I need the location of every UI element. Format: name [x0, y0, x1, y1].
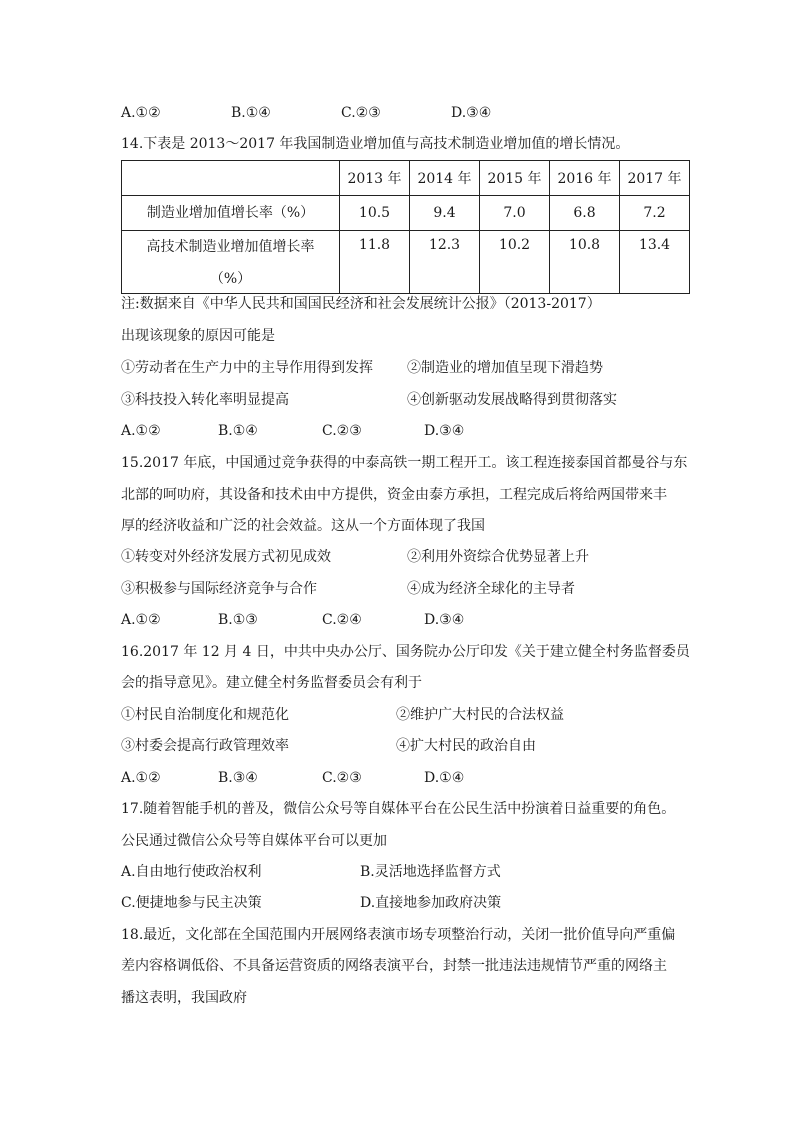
- table-cell: 13.4: [620, 231, 690, 294]
- q18-stem-line: 播这表明，我国政府: [121, 990, 247, 1006]
- statement: ③村委会提高行政管理效率: [121, 738, 289, 754]
- statement: ①村民自治制度化和规范化: [121, 707, 289, 723]
- year-header: 2013 年: [340, 161, 410, 196]
- option-b: B.①④: [231, 105, 271, 121]
- q16-stem-line: 会的指导意见》。建立健全村务监督委员会有利于: [121, 675, 422, 691]
- q18-stem-line: 18.最近，文化部在全国范围内开展网络表演市场专项整治行动，关闭一批价值导向严重偏: [121, 927, 676, 943]
- table-cell: 11.8: [340, 231, 410, 294]
- option-d: D.③④: [424, 612, 465, 628]
- q16-stem-line: 16.2017 年 12 月 4 日，中共中央办公厅、国务院办公厅印发《关于建立健全村务监督委员: [121, 644, 690, 660]
- row-label: 制造业增加值增长率（%）: [122, 196, 340, 231]
- q14-note: 注:数据来自《中华人民共和国国民经济和社会发展统计公报》（2013-2017）: [121, 296, 601, 312]
- option-a: A.①②: [121, 423, 161, 439]
- q15-stem-line: 15.2017 年底，中国通过竞争获得的中泰高铁一期工程开工。该工程连接泰国首都曼谷与东: [121, 455, 688, 471]
- table-cell: 7.0: [480, 196, 550, 231]
- option-a: A.①②: [121, 612, 161, 628]
- statement: ①转变对外经济发展方式初见成效: [121, 549, 331, 565]
- q17-stem-line: 公民通过微信公众号等自媒体平台可以更加: [121, 833, 387, 849]
- statement: ③科技投入转化率明显提高: [121, 392, 289, 408]
- row-label-line: （%）: [209, 271, 252, 287]
- statement: ④成为经济全球化的主导者: [407, 581, 575, 597]
- option-c: C.便捷地参与民主决策: [121, 895, 262, 911]
- table-row: [122, 196, 690, 231]
- statement: ②维护广大村民的合法权益: [396, 707, 564, 723]
- statement: ②利用外资综合优势显著上升: [407, 549, 589, 565]
- statement: ①劳动者在生产力中的主导作用得到发挥: [121, 360, 373, 376]
- table-cell: 6.8: [550, 196, 620, 231]
- statement: ③积极参与国际经济竞争与合作: [121, 581, 317, 597]
- table-row: [122, 231, 690, 294]
- q18-stem-line: 差内容格调低俗、不具备运营资质的网络表演平台，封禁一批违法违规情节严重的网络主: [121, 958, 667, 974]
- statement: ②制造业的增加值呈现下滑趋势: [407, 360, 603, 376]
- q17-stem-line: 17.随着智能手机的普及，微信公众号等自媒体平台在公民生活中扮演着日益重要的角色。: [121, 801, 676, 817]
- option-a: A.①②: [121, 105, 161, 121]
- year-header: 2014 年: [410, 161, 480, 196]
- year-header: 2015 年: [480, 161, 550, 196]
- option-b: B.①④: [218, 423, 258, 439]
- statement: ④创新驱动发展战略得到贯彻落实: [407, 392, 617, 408]
- option-a: A.①②: [121, 770, 161, 786]
- table-header-row: [122, 161, 690, 196]
- table-cell: 7.2: [620, 196, 690, 231]
- q14-question: 出现该现象的原因可能是: [121, 328, 275, 344]
- option-d: D.③④: [451, 105, 492, 121]
- table-cell: 12.3: [410, 231, 480, 294]
- row-label: [122, 231, 340, 294]
- table-corner-cell: [122, 161, 340, 196]
- row-label-line: 高技术制造业增加值增长率: [146, 239, 315, 255]
- year-header: 2017 年: [620, 161, 690, 196]
- table-cell: 10.5: [340, 196, 410, 231]
- option-c: C.②③: [322, 770, 362, 786]
- option-b: B.灵活地选择监督方式: [360, 864, 501, 880]
- q14-stem: 14.下表是 2013～2017 年我国制造业增加值与高技术制造业增加值的增长情况。: [121, 136, 630, 152]
- option-c: C.②③: [322, 423, 362, 439]
- option-d: D.③④: [424, 423, 465, 439]
- option-b: B.①③: [218, 612, 258, 628]
- option-d: D.①④: [424, 770, 465, 786]
- option-d: D.直接地参加政府决策: [360, 895, 502, 911]
- q15-stem-line: 北部的呵叻府，其设备和技术由中方提供，资金由泰方承担，工程完成后将给两国带来丰: [121, 487, 667, 503]
- option-c: C.②④: [322, 612, 362, 628]
- option-c: C.②③: [341, 105, 381, 121]
- q15-stem-line: 厚的经济收益和广泛的社会效益。这从一个方面体现了我国: [121, 518, 485, 534]
- table-cell: 9.4: [410, 196, 480, 231]
- table-cell: 10.2: [480, 231, 550, 294]
- year-header: 2016 年: [550, 161, 620, 196]
- table-cell: 10.8: [550, 231, 620, 294]
- statement: ④扩大村民的政治自由: [396, 738, 536, 754]
- growth-table: [121, 160, 690, 294]
- option-b: B.③④: [218, 770, 258, 786]
- option-a: A.自由地行使政治权利: [121, 864, 262, 880]
